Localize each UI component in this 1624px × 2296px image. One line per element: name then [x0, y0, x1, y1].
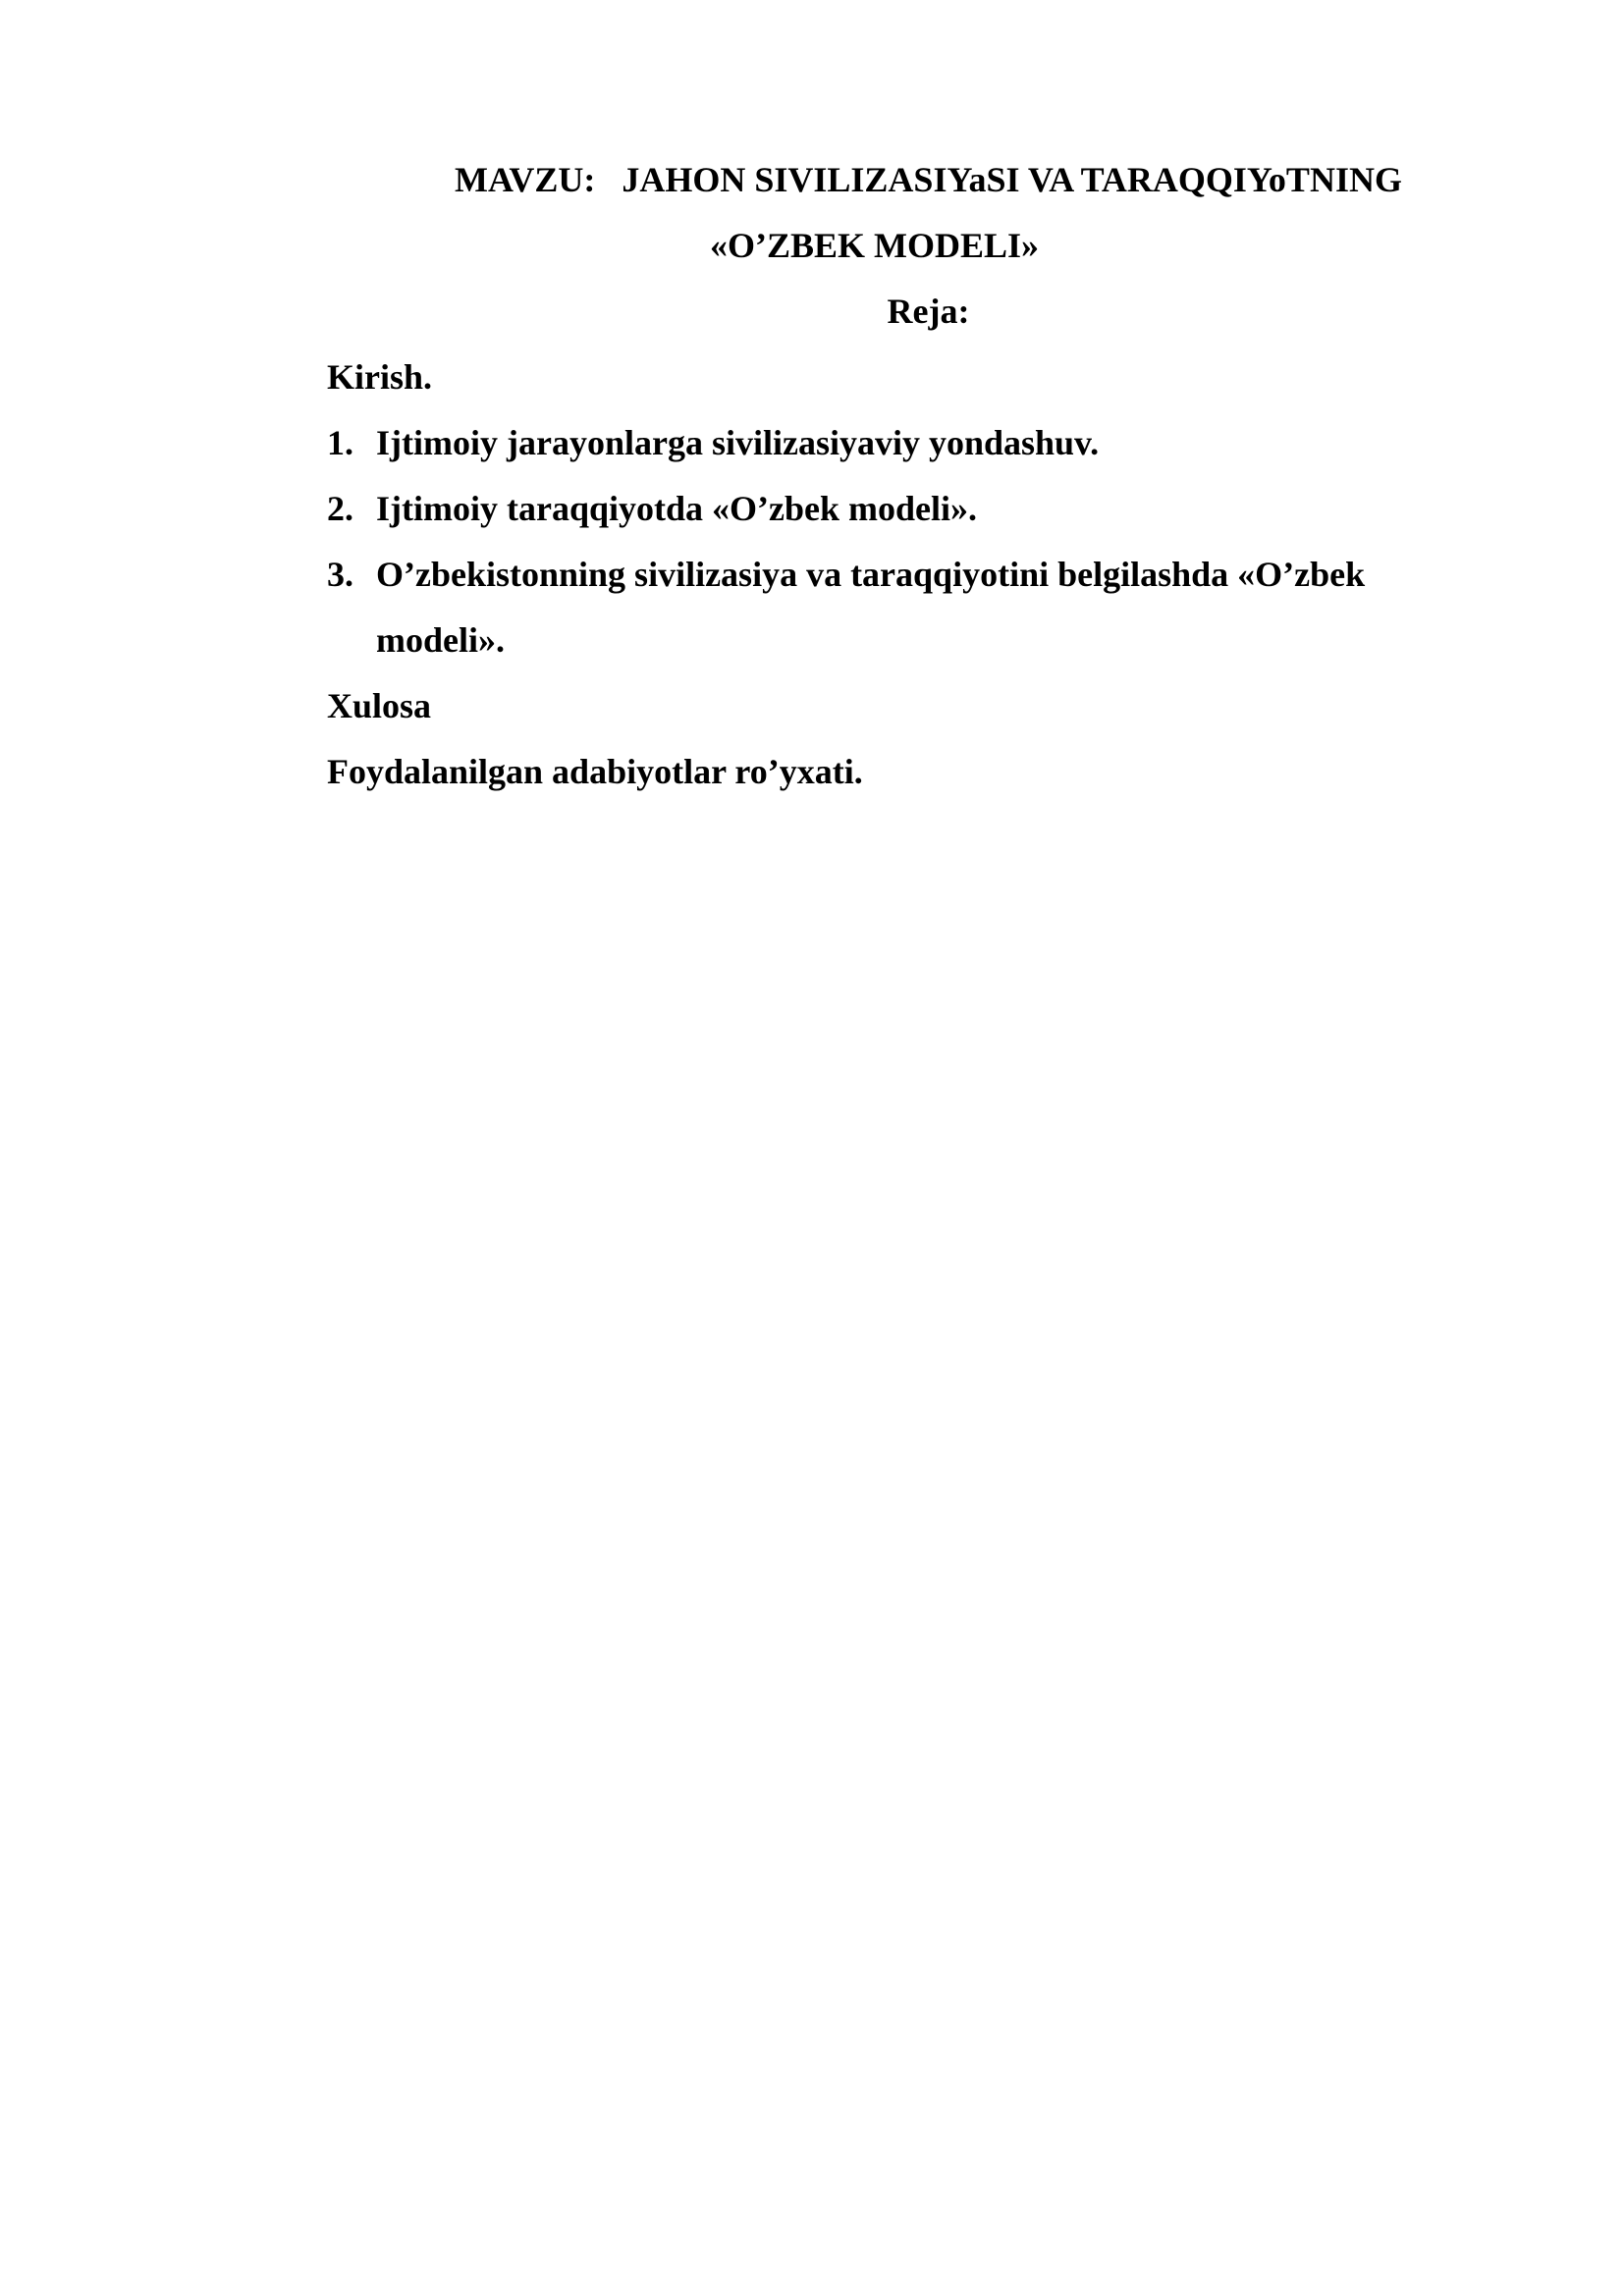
intro-paragraph: Kirish.: [327, 357, 433, 397]
plan-item-text: O’zbekistonning sivilizasiya va taraqqiyotini belgilashda «O’zbek modeli».: [376, 555, 1366, 660]
plan-item-number: 2.: [327, 489, 353, 528]
document-title-line-2: «O’ZBEK MODELI»: [709, 226, 1040, 265]
plan-item-text: Ijtimoiy taraqqiyotda «O’zbek modeli».: [376, 489, 977, 528]
document-body: [327, 147, 1461, 805]
plan-item-number: 3.: [327, 555, 353, 594]
plan-item: [327, 542, 1461, 673]
plan-item-text: Ijtimoiy jarayonlarga sivilizasiyaviy yondashuv.: [376, 423, 1100, 462]
references-paragraph: Foydalanilgan adabiyotlar ro’yxati.: [327, 752, 863, 791]
plan-item: [327, 410, 1461, 476]
plan-item: [327, 476, 1461, 542]
document-title-line-1: MAVZU: JAHON SIVILIZASIYaSI VA TARAQQIYoTNING: [455, 160, 1402, 199]
conclusion-paragraph: Xulosa: [327, 686, 432, 725]
plan-heading: Reja:: [887, 292, 970, 331]
plan-item-number: 1.: [327, 423, 353, 462]
